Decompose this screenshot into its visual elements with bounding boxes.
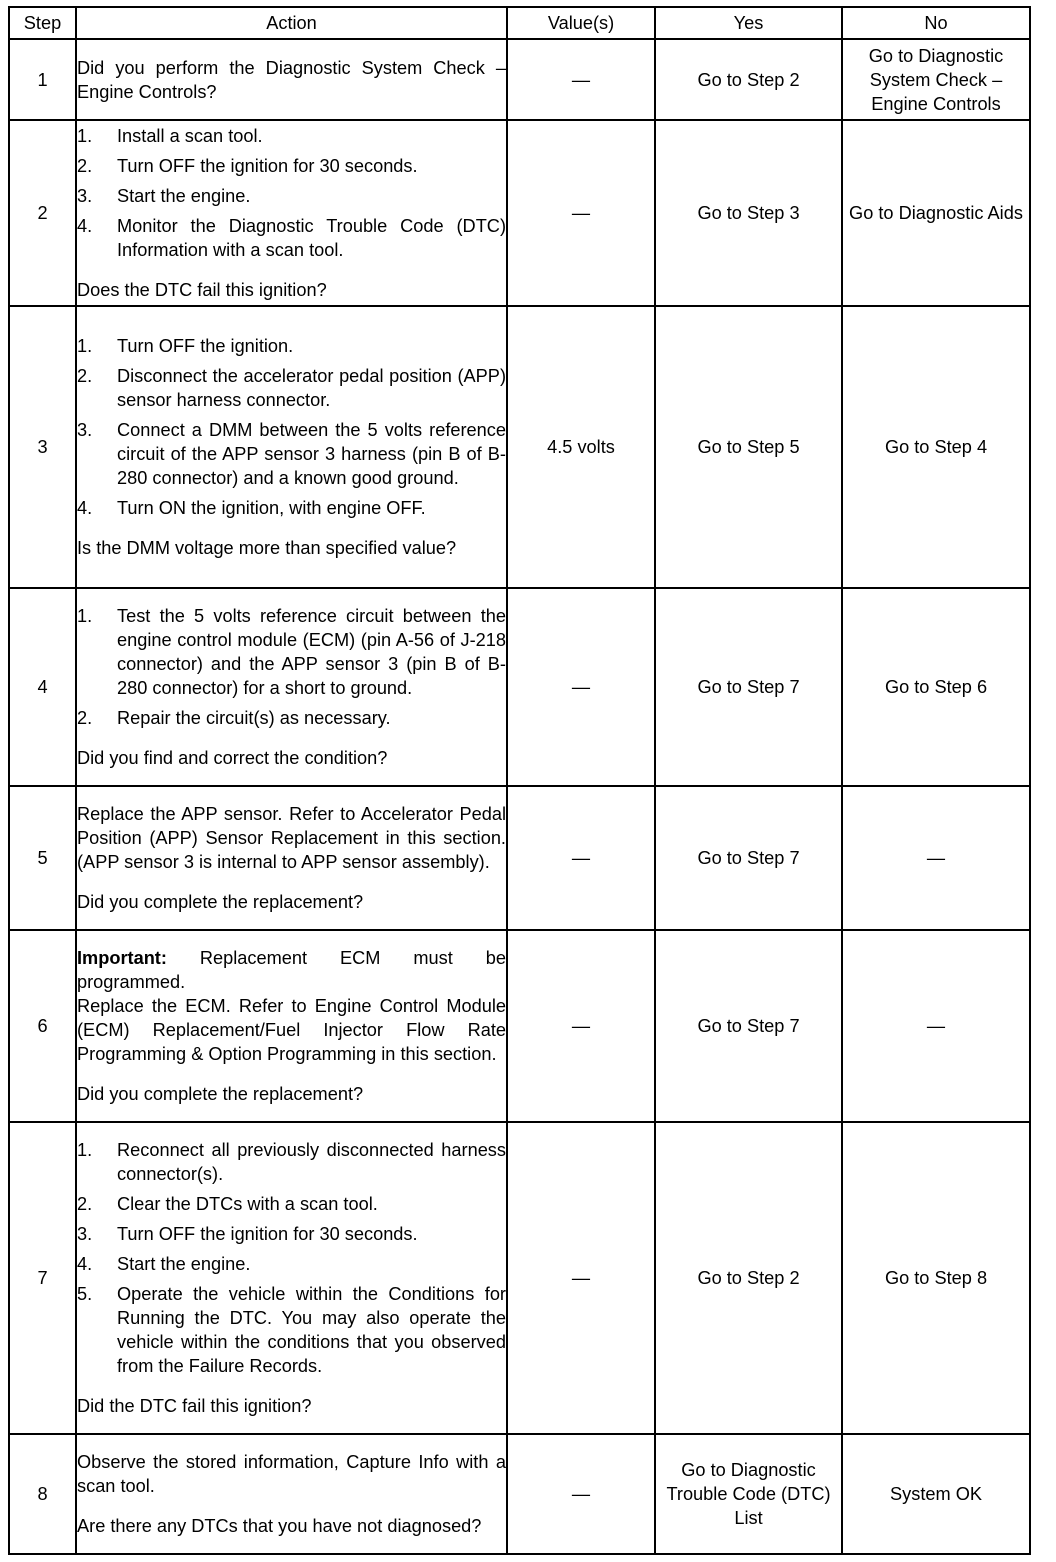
action-text: Did you perform the Diagnostic System Check – Engine Controls? [77, 57, 506, 102]
item-number: 1. [77, 336, 93, 356]
table-row-step-7 [9, 1122, 1030, 1434]
item-number: 5. [77, 1284, 93, 1304]
item-number: 2. [77, 366, 93, 386]
action-cell [76, 588, 507, 786]
item-text: Install a scan tool. [117, 126, 263, 146]
header-no: No [842, 7, 1030, 39]
list-item [77, 1138, 506, 1186]
table-row-step-3 [9, 306, 1030, 588]
action-cell [76, 930, 507, 1122]
item-text: Disconnect the accelerator pedal position (APP) sensor harness connector. [117, 366, 506, 410]
list-item [77, 1252, 506, 1276]
item-text: Reconnect all previously disconnected harness connector(s). [117, 1140, 506, 1184]
yes-cell: Go to Step 2 [655, 1122, 842, 1434]
item-text: Turn OFF the ignition for 30 seconds. [117, 1224, 418, 1244]
question-text: Does the DTC fail this ignition? [77, 280, 327, 300]
header-row [9, 7, 1030, 39]
no-cell: — [842, 930, 1030, 1122]
step-number: 1 [9, 39, 76, 120]
item-text: Test the 5 volts reference circuit between the engine control module (ECM) (pin A-56 of J-218 connector) and the APP sensor 3 (pin B of B-280 connector) for a short to ground. [117, 606, 506, 698]
action-text: Observe the stored information, Capture Info with a scan tool. [77, 1452, 506, 1496]
item-text: Operate the vehicle within the Conditions for Running the DTC. You may also operate the vehicle within the conditions that you observed from the Failure Records. [117, 1284, 506, 1376]
item-number: 1. [77, 606, 93, 626]
yes-cell: Go to Step 7 [655, 930, 842, 1122]
important-note [77, 946, 506, 994]
header-values: Value(s) [507, 7, 655, 39]
value-cell: 4.5 volts [507, 306, 655, 588]
step-number: 4 [9, 588, 76, 786]
item-number: 4. [77, 1254, 93, 1274]
list-item [77, 496, 506, 520]
yes-cell: Go to Step 7 [655, 786, 842, 930]
item-text: Turn OFF the ignition. [117, 336, 294, 356]
list-item [77, 418, 506, 490]
question-text: Are there any DTCs that you have not diagnosed? [77, 1516, 482, 1536]
list-item [77, 1282, 506, 1378]
step-number: 6 [9, 930, 76, 1122]
important-label: Important: [77, 948, 167, 968]
list-item [77, 334, 506, 358]
action-cell [76, 1434, 507, 1554]
no-cell: Go to Step 6 [842, 588, 1030, 786]
step-number: 2 [9, 120, 76, 306]
item-number: 2. [77, 156, 93, 176]
question-text: Did you complete the replacement? [77, 892, 364, 912]
item-number: 1. [77, 126, 93, 146]
item-text: Monitor the Diagnostic Trouble Code (DTC) Information with a scan tool. [117, 216, 506, 260]
no-cell: Go to Diagnostic Aids [842, 120, 1030, 306]
procedure-list [77, 604, 506, 730]
no-cell: Go to Diagnostic System Check – Engine Controls [842, 39, 1030, 120]
item-number: 4. [77, 216, 93, 236]
no-cell: — [842, 786, 1030, 930]
diagnostic-table-page [8, 6, 1029, 1555]
question-text: Did the DTC fail this ignition? [77, 1396, 312, 1416]
yes-cell: Go to Step 5 [655, 306, 842, 588]
diagnostic-table [8, 6, 1031, 1555]
table-row-step-5 [9, 786, 1030, 930]
procedure-list [77, 1138, 506, 1378]
item-number: 3. [77, 1224, 93, 1244]
list-item [77, 124, 506, 148]
item-number: 3. [77, 420, 93, 440]
item-number: 3. [77, 186, 93, 206]
list-item [77, 214, 506, 262]
table-row-step-4 [9, 588, 1030, 786]
action-cell [76, 1122, 507, 1434]
table-row-step-1 [9, 39, 1030, 120]
list-item [77, 706, 506, 730]
procedure-list [77, 334, 506, 520]
list-item [77, 364, 506, 412]
no-cell: System OK [842, 1434, 1030, 1554]
header-yes: Yes [655, 7, 842, 39]
question-text: Did you complete the replacement? [77, 1084, 364, 1104]
value-cell: — [507, 1434, 655, 1554]
important-text: Replacement ECM must be programmed. [77, 948, 506, 992]
action-cell [76, 120, 507, 306]
value-cell: — [507, 786, 655, 930]
action-cell [76, 306, 507, 588]
item-text: Clear the DTCs with a scan tool. [117, 1194, 378, 1214]
yes-cell: Go to Step 7 [655, 588, 842, 786]
item-text: Turn ON the ignition, with engine OFF. [117, 498, 426, 518]
action-text: Replace the APP sensor. Refer to Accelerator Pedal Position (APP) Sensor Replacement in this section. (APP sensor 3 is internal to APP sensor assembly). [77, 804, 506, 872]
table-row-step-6 [9, 930, 1030, 1122]
header-step: Step [9, 7, 76, 39]
yes-cell: Go to Diagnostic Trouble Code (DTC) List [655, 1434, 842, 1554]
item-number: 1. [77, 1140, 93, 1160]
question-text: Did you find and correct the condition? [77, 748, 388, 768]
value-cell: — [507, 120, 655, 306]
yes-cell: Go to Step 2 [655, 39, 842, 120]
item-text: Connect a DMM between the 5 volts reference circuit of the APP sensor 3 harness (pin B of B-280 connector) and a known good ground. [117, 420, 506, 488]
item-number: 2. [77, 1194, 93, 1214]
item-number: 4. [77, 498, 93, 518]
list-item [77, 184, 506, 208]
value-cell: — [507, 1122, 655, 1434]
step-number: 8 [9, 1434, 76, 1554]
item-text: Repair the circuit(s) as necessary. [117, 708, 391, 728]
table-row-step-8 [9, 1434, 1030, 1554]
no-cell: Go to Step 8 [842, 1122, 1030, 1434]
item-text: Start the engine. [117, 1254, 251, 1274]
list-item [77, 154, 506, 178]
step-number: 3 [9, 306, 76, 588]
action-text: Replace the ECM. Refer to Engine Control Module (ECM) Replacement/Fuel Injector Flow Rate Programming & Option Programming in this section. [77, 996, 506, 1064]
value-cell: — [507, 588, 655, 786]
procedure-list [77, 124, 506, 262]
value-cell: — [507, 930, 655, 1122]
table-row-step-2 [9, 120, 1030, 306]
item-text: Start the engine. [117, 186, 251, 206]
list-item [77, 1222, 506, 1246]
no-cell: Go to Step 4 [842, 306, 1030, 588]
yes-cell: Go to Step 3 [655, 120, 842, 306]
list-item [77, 604, 506, 700]
list-item [77, 1192, 506, 1216]
step-number: 5 [9, 786, 76, 930]
action-cell [76, 786, 507, 930]
header-action: Action [76, 7, 507, 39]
step-number: 7 [9, 1122, 76, 1434]
value-cell: — [507, 39, 655, 120]
item-number: 2. [77, 708, 93, 728]
question-text: Is the DMM voltage more than specified value? [77, 538, 457, 558]
action-cell [76, 39, 507, 120]
item-text: Turn OFF the ignition for 30 seconds. [117, 156, 418, 176]
